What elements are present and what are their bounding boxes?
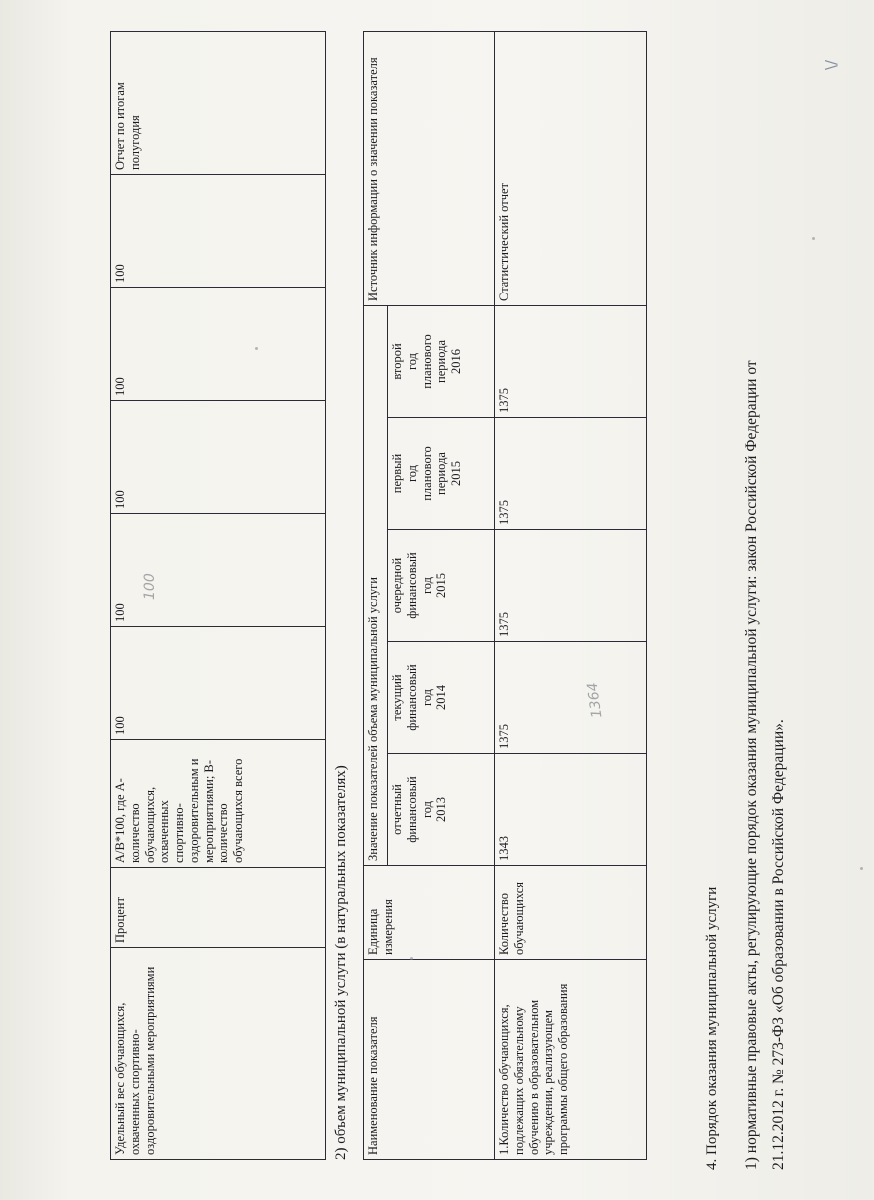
handwritten-note-100: 100 (142, 573, 158, 600)
row-value-2013: 1343 (495, 754, 647, 866)
scan-speck (410, 957, 413, 960)
row-value-2015-plan: 1375 (495, 418, 647, 530)
value-cell-2017: 100 (111, 175, 326, 288)
column-header-indicator-name: Наименование показателя (364, 960, 495, 1160)
unit-cell: Процент (111, 868, 326, 948)
scan-speck (255, 347, 258, 350)
row-source: Статистический отчет (495, 31, 647, 305)
scan-speck (812, 237, 815, 240)
normative-acts-line-1: 1) нормативные правовые акты, регулирующие порядок оказания муниципальной услуги: закон Российской Федерации от (743, 360, 760, 1170)
column-header-first-plan-year: первый год планового периода 2015 (388, 418, 495, 530)
scan-speck (860, 867, 863, 870)
volume-table-wrap (363, 31, 647, 1160)
value-cell-2015: 100 (111, 401, 326, 514)
normative-acts-paragraph (738, 70, 792, 1170)
volume-subheading: 2) объем муниципальной услуги (в натуральных показателях) (333, 765, 349, 1160)
row-unit: Количество обучающихся (495, 866, 647, 960)
column-header-second-plan-year: второй год планового периода 2016 (388, 305, 495, 417)
column-header-reporting-year: отчетный финансовый год 2013 (388, 754, 495, 866)
value-cell-2016: 100 (111, 288, 326, 401)
row-value-2014: 1375 (495, 642, 647, 754)
column-header-source: Источник информации о значении показателя (364, 31, 495, 305)
volume-table (363, 31, 647, 1160)
value-cell-2014: 100 (111, 514, 326, 627)
column-header-values-group: Значение показателей объема муниципальной услуги (364, 305, 388, 865)
handwritten-note-1364: 1364 (584, 681, 606, 719)
column-header-current-year: текущий финансовый год 2014 (388, 642, 495, 754)
row-indicator-name: 1.Количество обучающихся, подлежащих обязательному обучению в образовательном учреждении, реализующем программы общего образования (495, 960, 647, 1160)
column-header-unit: Единица измерения (364, 866, 495, 960)
procedure-heading: 4. Порядок оказания муниципальной услуги (704, 886, 720, 1170)
corner-pen-mark: \/ (822, 59, 840, 70)
row-value-2015: 1375 (495, 530, 647, 642)
value-cell-2013: 100 (111, 627, 326, 740)
normative-acts-line-2: 21.12.2012 г. № 273-ФЗ «Об образовании в Российской Федерации». (770, 719, 788, 1170)
source-cell: Отчет по итогам полугодия (111, 32, 326, 175)
table-row (495, 31, 647, 1159)
formula-cell: А/В*100, где А-количество обучающихся, охваченных спортивно-оздоровительным и мероприятиями; В-количество обучающихся всего (111, 740, 326, 868)
column-header-next-year: очередной финансовый год 2015 (388, 530, 495, 642)
row-value-2016-plan: 1375 (495, 305, 647, 417)
indicator-name-cell: Удельный вес обучающихся, охваченных спортивно-оздоровительными мероприятиями (111, 948, 326, 1160)
table-header-row (364, 31, 388, 1159)
